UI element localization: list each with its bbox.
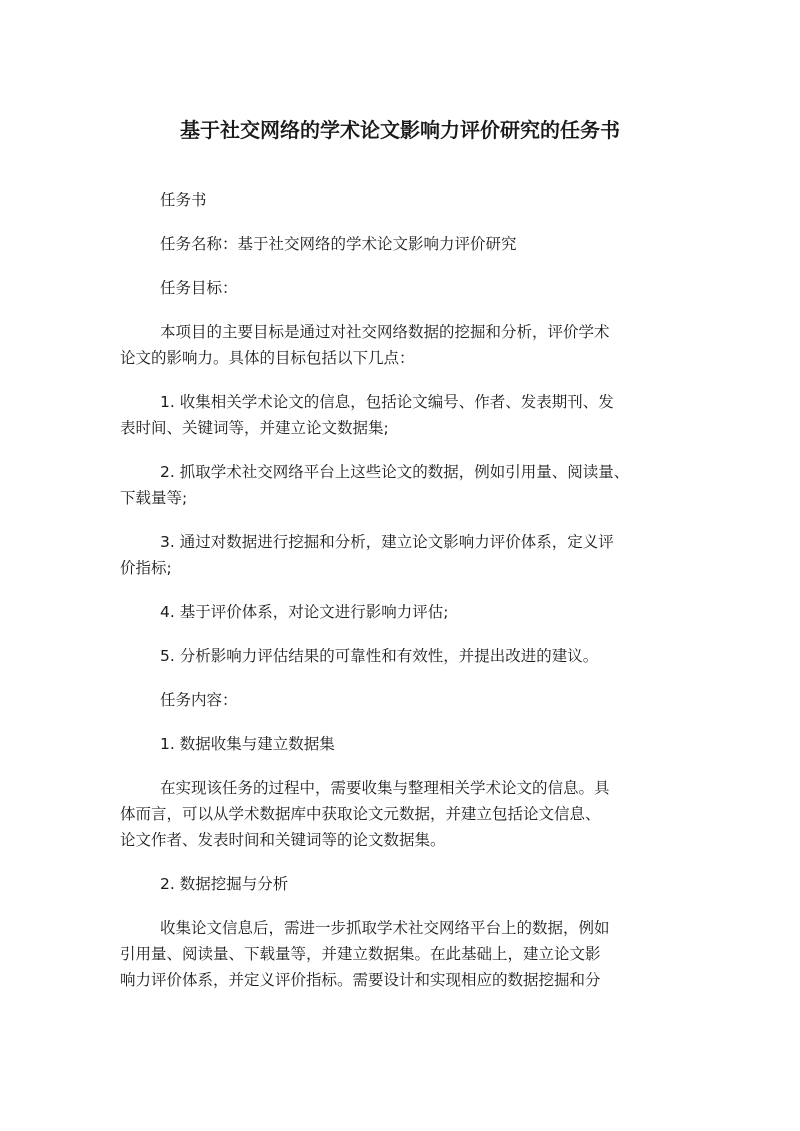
paragraph-line: 在实现该任务的过程中，需要收集与整理相关学术论文的信息。具 xyxy=(160,779,610,797)
paragraph-line: 任务内容： xyxy=(160,691,238,709)
paragraph-line: 1. 收集相关学术论文的信息，包括论文编号、作者、发表期刊、发 xyxy=(160,393,614,411)
document-title: 基于社交网络的学术论文影响力评价研究的任务书 xyxy=(180,118,620,142)
paragraph-line: 引用量、阅读量、下载量等，并建立数据集。在此基础上，建立论文影 xyxy=(120,945,601,963)
paragraph xyxy=(120,389,700,441)
paragraph-line: 论文的影响力。具体的目标包括以下几点： xyxy=(120,349,415,367)
paragraph xyxy=(120,871,700,897)
paragraph xyxy=(120,599,700,625)
paragraph xyxy=(120,775,700,853)
paragraph-line: 论文作者、发表时间和关键词等的论文数据集。 xyxy=(120,831,446,849)
paragraph-line: 体而言，可以从学术数据库中获取论文元数据，并建立包括论文信息、 xyxy=(120,805,601,823)
paragraph xyxy=(120,529,700,581)
paragraph xyxy=(120,643,700,669)
paragraph-line: 收集论文信息后，需进一步抓取学术社交网络平台上的数据，例如 xyxy=(160,919,610,937)
paragraph-line: 3. 通过对数据进行挖掘和分析，建立论文影响力评价体系，定义评 xyxy=(160,533,614,551)
paragraph-line: 响力评价体系，并定义评价指标。需要设计和实现相应的数据挖掘和分 xyxy=(120,971,601,989)
document-body xyxy=(120,187,700,1011)
paragraph-line: 本项目的主要目标是通过对社交网络数据的挖掘和分析，评价学术 xyxy=(160,323,610,341)
paragraph xyxy=(120,275,700,301)
paragraph-line: 5. 分析影响力评估结果的可靠性和有效性，并提出改进的建议。 xyxy=(160,647,599,665)
paragraph-line: 4. 基于评价体系，对论文进行影响力评估; xyxy=(160,603,449,621)
paragraph-line: 2. 抓取学术社交网络平台上这些论文的数据，例如引用量、阅读量、 xyxy=(160,463,630,481)
paragraph xyxy=(120,459,700,511)
paragraph xyxy=(120,187,700,213)
paragraph-line: 下载量等; xyxy=(120,489,188,507)
paragraph-line: 任务名称：基于社交网络的学术论文影响力评价研究 xyxy=(160,235,517,253)
paragraph-line: 表时间、关键词等，并建立论文数据集; xyxy=(120,419,389,437)
paragraph-line: 任务书 xyxy=(160,191,207,209)
paragraph-line: 1. 数据收集与建立数据集 xyxy=(160,735,335,753)
paragraph xyxy=(120,319,700,371)
paragraph xyxy=(120,231,700,257)
paragraph xyxy=(120,915,700,993)
paragraph xyxy=(120,731,700,757)
paragraph-line: 价指标; xyxy=(120,559,172,577)
paragraph xyxy=(120,687,700,713)
paragraph-line: 任务目标： xyxy=(160,279,238,297)
paragraph-line: 2. 数据挖掘与分析 xyxy=(160,875,289,893)
